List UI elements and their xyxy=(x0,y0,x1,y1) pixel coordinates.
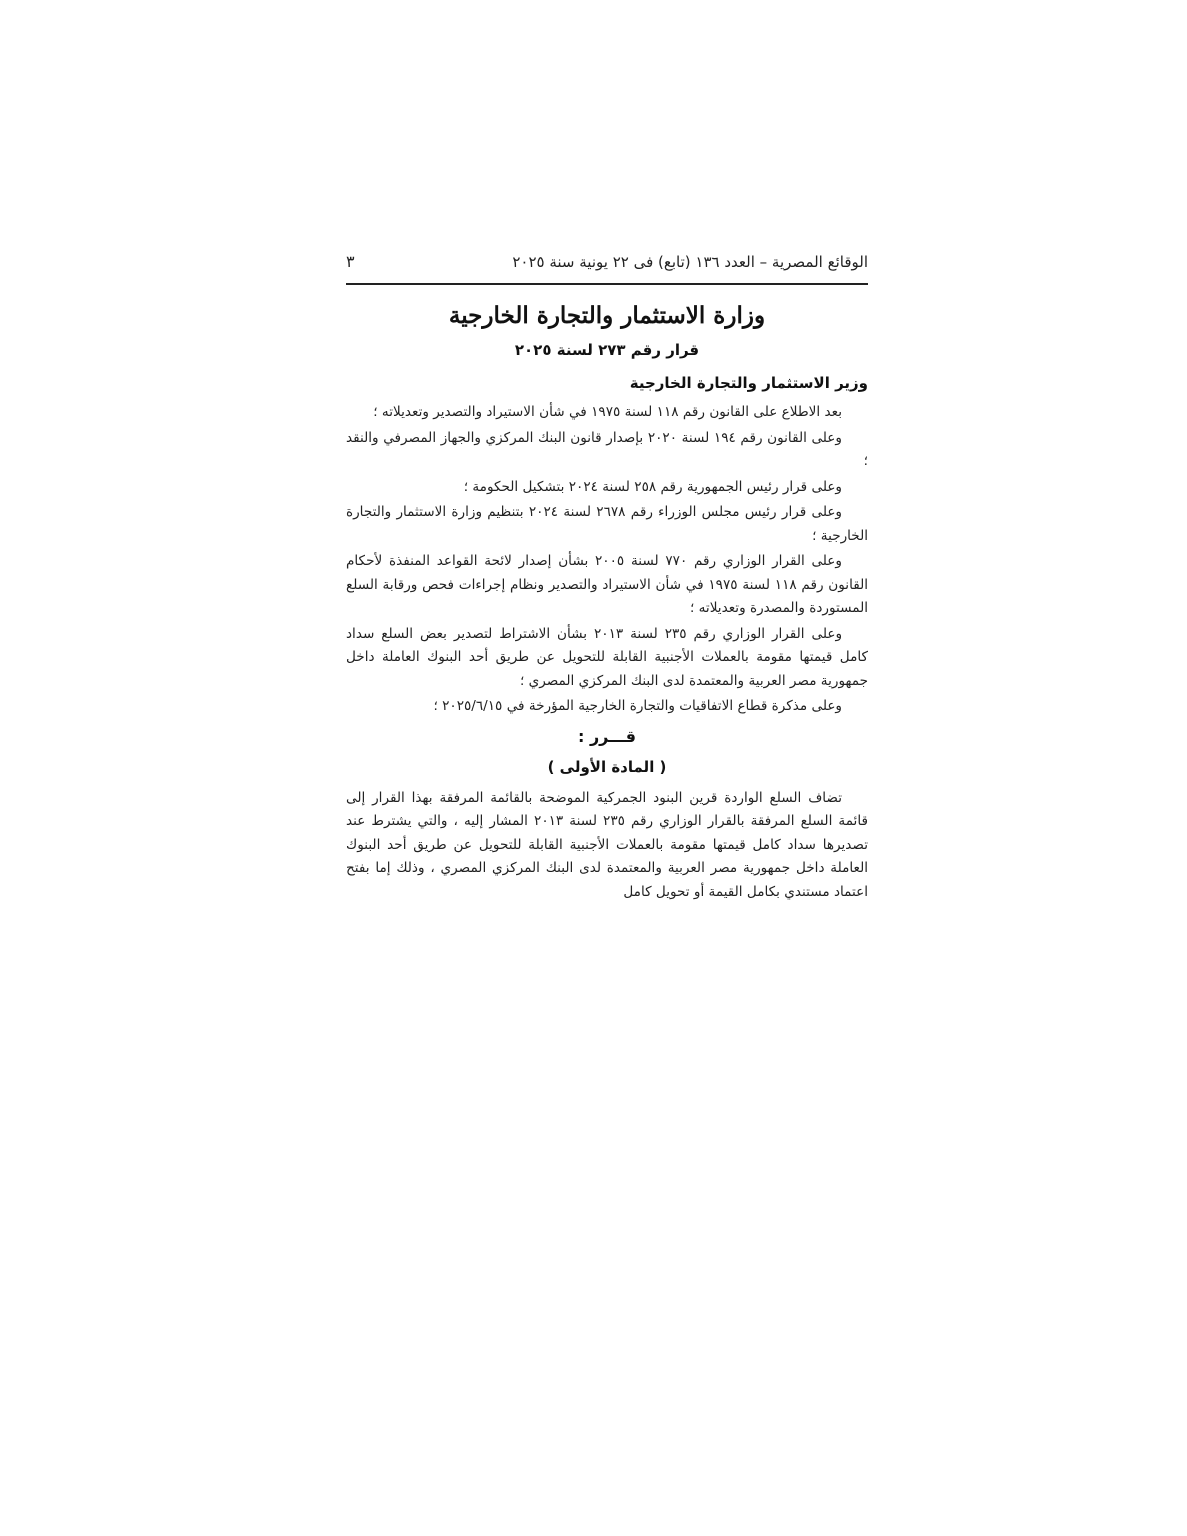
article-body: تضاف السلع الواردة قرين البنود الجمركية الموضحة بالقائمة المرفقة بهذا القرار إلى قائمة السلع المرفقة بالقرار الوزاري رقم ٢٣٥ لسنة ٢٠١٣ المشار إليه ، والتي يشترط عند تصديرها سداد كامل قيمتها مقومة بالعملات الأجنبية القابلة للتحويل عن طريق أحد البنوك العاملة داخل جمهورية مصر العربية والمعتمدة لدى البنك المركزي المصري ، وذلك إما بفتح اعتماد مستندي بكامل القيمة أو تحويل كامل xyxy=(346,789,868,900)
running-header xyxy=(346,250,868,283)
preamble-paragraph: وعلى مذكرة قطاع الاتفاقيات والتجارة الخارجية المؤرخة في ٢٠٢٥/٦/١٥ ؛ xyxy=(433,698,842,714)
document-body xyxy=(346,250,868,906)
decree-number: قرار رقم ٢٧٣ لسنة ٢٠٢٥ xyxy=(514,341,700,359)
preamble-paragraph: وعلى القرار الوزاري رقم ٧٧٠ لسنة ٢٠٠٥ بشأن إصدار لائحة القواعد المنفذة لأحكام القانون رقم ١١٨ لسنة ١٩٧٥ في شأن الاستيراد والتصدير ونظام إجراءات فحص ورقابة السلع المستوردة والمصدرة وتعديلاته ؛ xyxy=(346,553,869,616)
header-divider xyxy=(346,283,868,285)
gazette-issue-info: الوقائع المصرية – العدد ١٣٦ (تابع) فى ٢٢ يونية سنة ٢٠٢٥ xyxy=(512,253,868,271)
preamble-paragraph: وعلى قرار رئيس الجمهورية رقم ٢٥٨ لسنة ٢٠٢٤ بتشكيل الحكومة ؛ xyxy=(463,478,842,495)
minister-line: وزير الاستثمار والتجارة الخارجية xyxy=(629,374,868,392)
preamble-paragraph: وعلى القانون رقم ١٩٤ لسنة ٢٠٢٠ بإصدار قانون البنك المركزي والجهاز المصرفي والنقد ؛ xyxy=(346,429,868,469)
preamble-paragraph: وعلى قرار رئيس مجلس الوزراء رقم ٢٦٧٨ لسنة ٢٠٢٤ بتنظيم وزارة الاستثمار والتجارة الخارجية ؛ xyxy=(346,504,868,544)
preamble-paragraph: وعلى القرار الوزاري رقم ٢٣٥ لسنة ٢٠١٣ بشأن الاشتراط لتصدير بعض السلع سداد كامل قيمتها مقومة بالعملات الأجنبية القابلة للتحويل عن طريق أحد البنوك العاملة داخل جمهورية مصر العربية والمعتمدة لدى البنك المركزي المصري ؛ xyxy=(346,625,868,689)
preamble-paragraph: بعد الاطلاع على القانون رقم ١١٨ لسنة ١٩٧٥ في شأن الاستيراد والتصدير وتعديلاته ؛ xyxy=(373,404,842,420)
page-number: ٣ xyxy=(346,252,355,271)
article-title: ( المادة الأولى ) xyxy=(547,757,667,776)
ministry-title: وزارة الاستثمار والتجارة الخارجية xyxy=(448,302,766,329)
decided-label: قـــرر : xyxy=(577,726,636,746)
preamble xyxy=(346,401,868,719)
